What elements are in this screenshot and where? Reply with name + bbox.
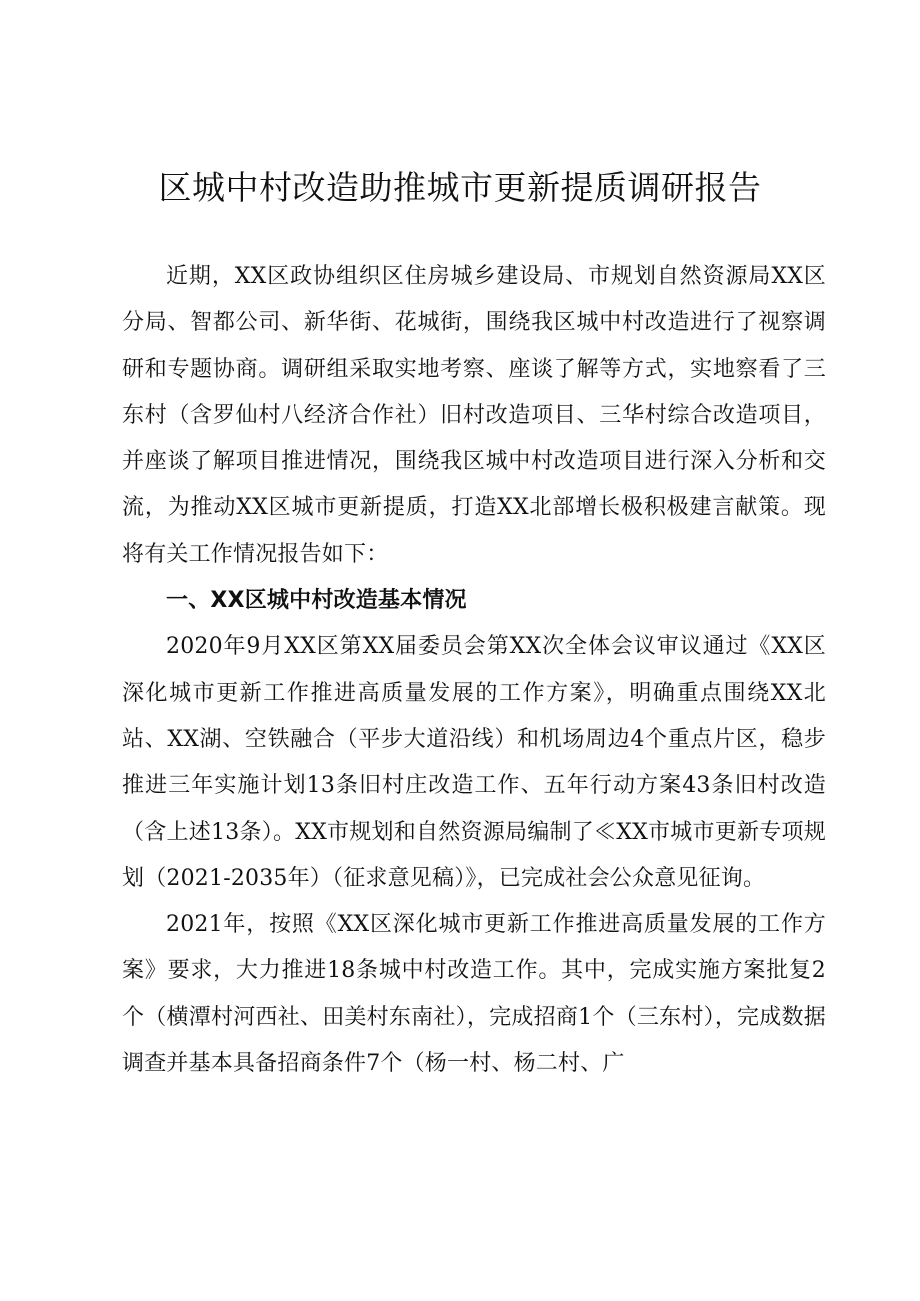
body-paragraph-2021: 2021年，按照《XX区深化城市更新工作推进高质量发展的工作方案》要求，大力推进18条城中村改造工作。其中，完成实施方案批复2个（横潭村河西社、田美村东南社），完成招商1个（三东村），完成数据调查并基本具备招商条件7个（杨一村、杨二村、广 [122, 912, 826, 1077]
section-heading: 一、XX区城中村改造基本情况 [166, 588, 467, 614]
intro-paragraph: 近期，XX区政协组织区住房城乡建设局、市规划自然资源局XX区分局、智都公司、新华街、花城街，围绕我区城中村改造进行了视察调研和专题协商。调研组采取实地考察、座谈了解等方式，实地察看了三东村（含罗仙村八经济合作社）旧村改造项目、三华村综合改造项目，并座谈了解项目推进情况，围绕我区城中村改造项目进行深入分析和交流，为推动XX区城市更新提质，打造XX北部增长极积极建言献策。现将有关工作情况报告如下： [122, 264, 826, 567]
document-body [122, 254, 826, 1087]
body-paragraph-2020: 2020年9月XX区第XX届委员会第XX次全体会议审议通过《XX区深化城市更新工作推进高质量发展的工作方案》，明确重点围绕XX北站、XX湖、空铁融合（平步大道沿线）和机场周边4个重点片区，稳步推进三年实施计划13条旧村庄改造工作、五年行动方案43条旧村改造（含上述13条）。XX市规划和自然资源局编制了≪XX市城市更新专项规划（2021-2035年）（征求意见稿）》，已完成社会公众意见征询。 [122, 634, 826, 891]
document-title: 区城中村改造助推城市更新提质调研报告 [158, 168, 762, 207]
